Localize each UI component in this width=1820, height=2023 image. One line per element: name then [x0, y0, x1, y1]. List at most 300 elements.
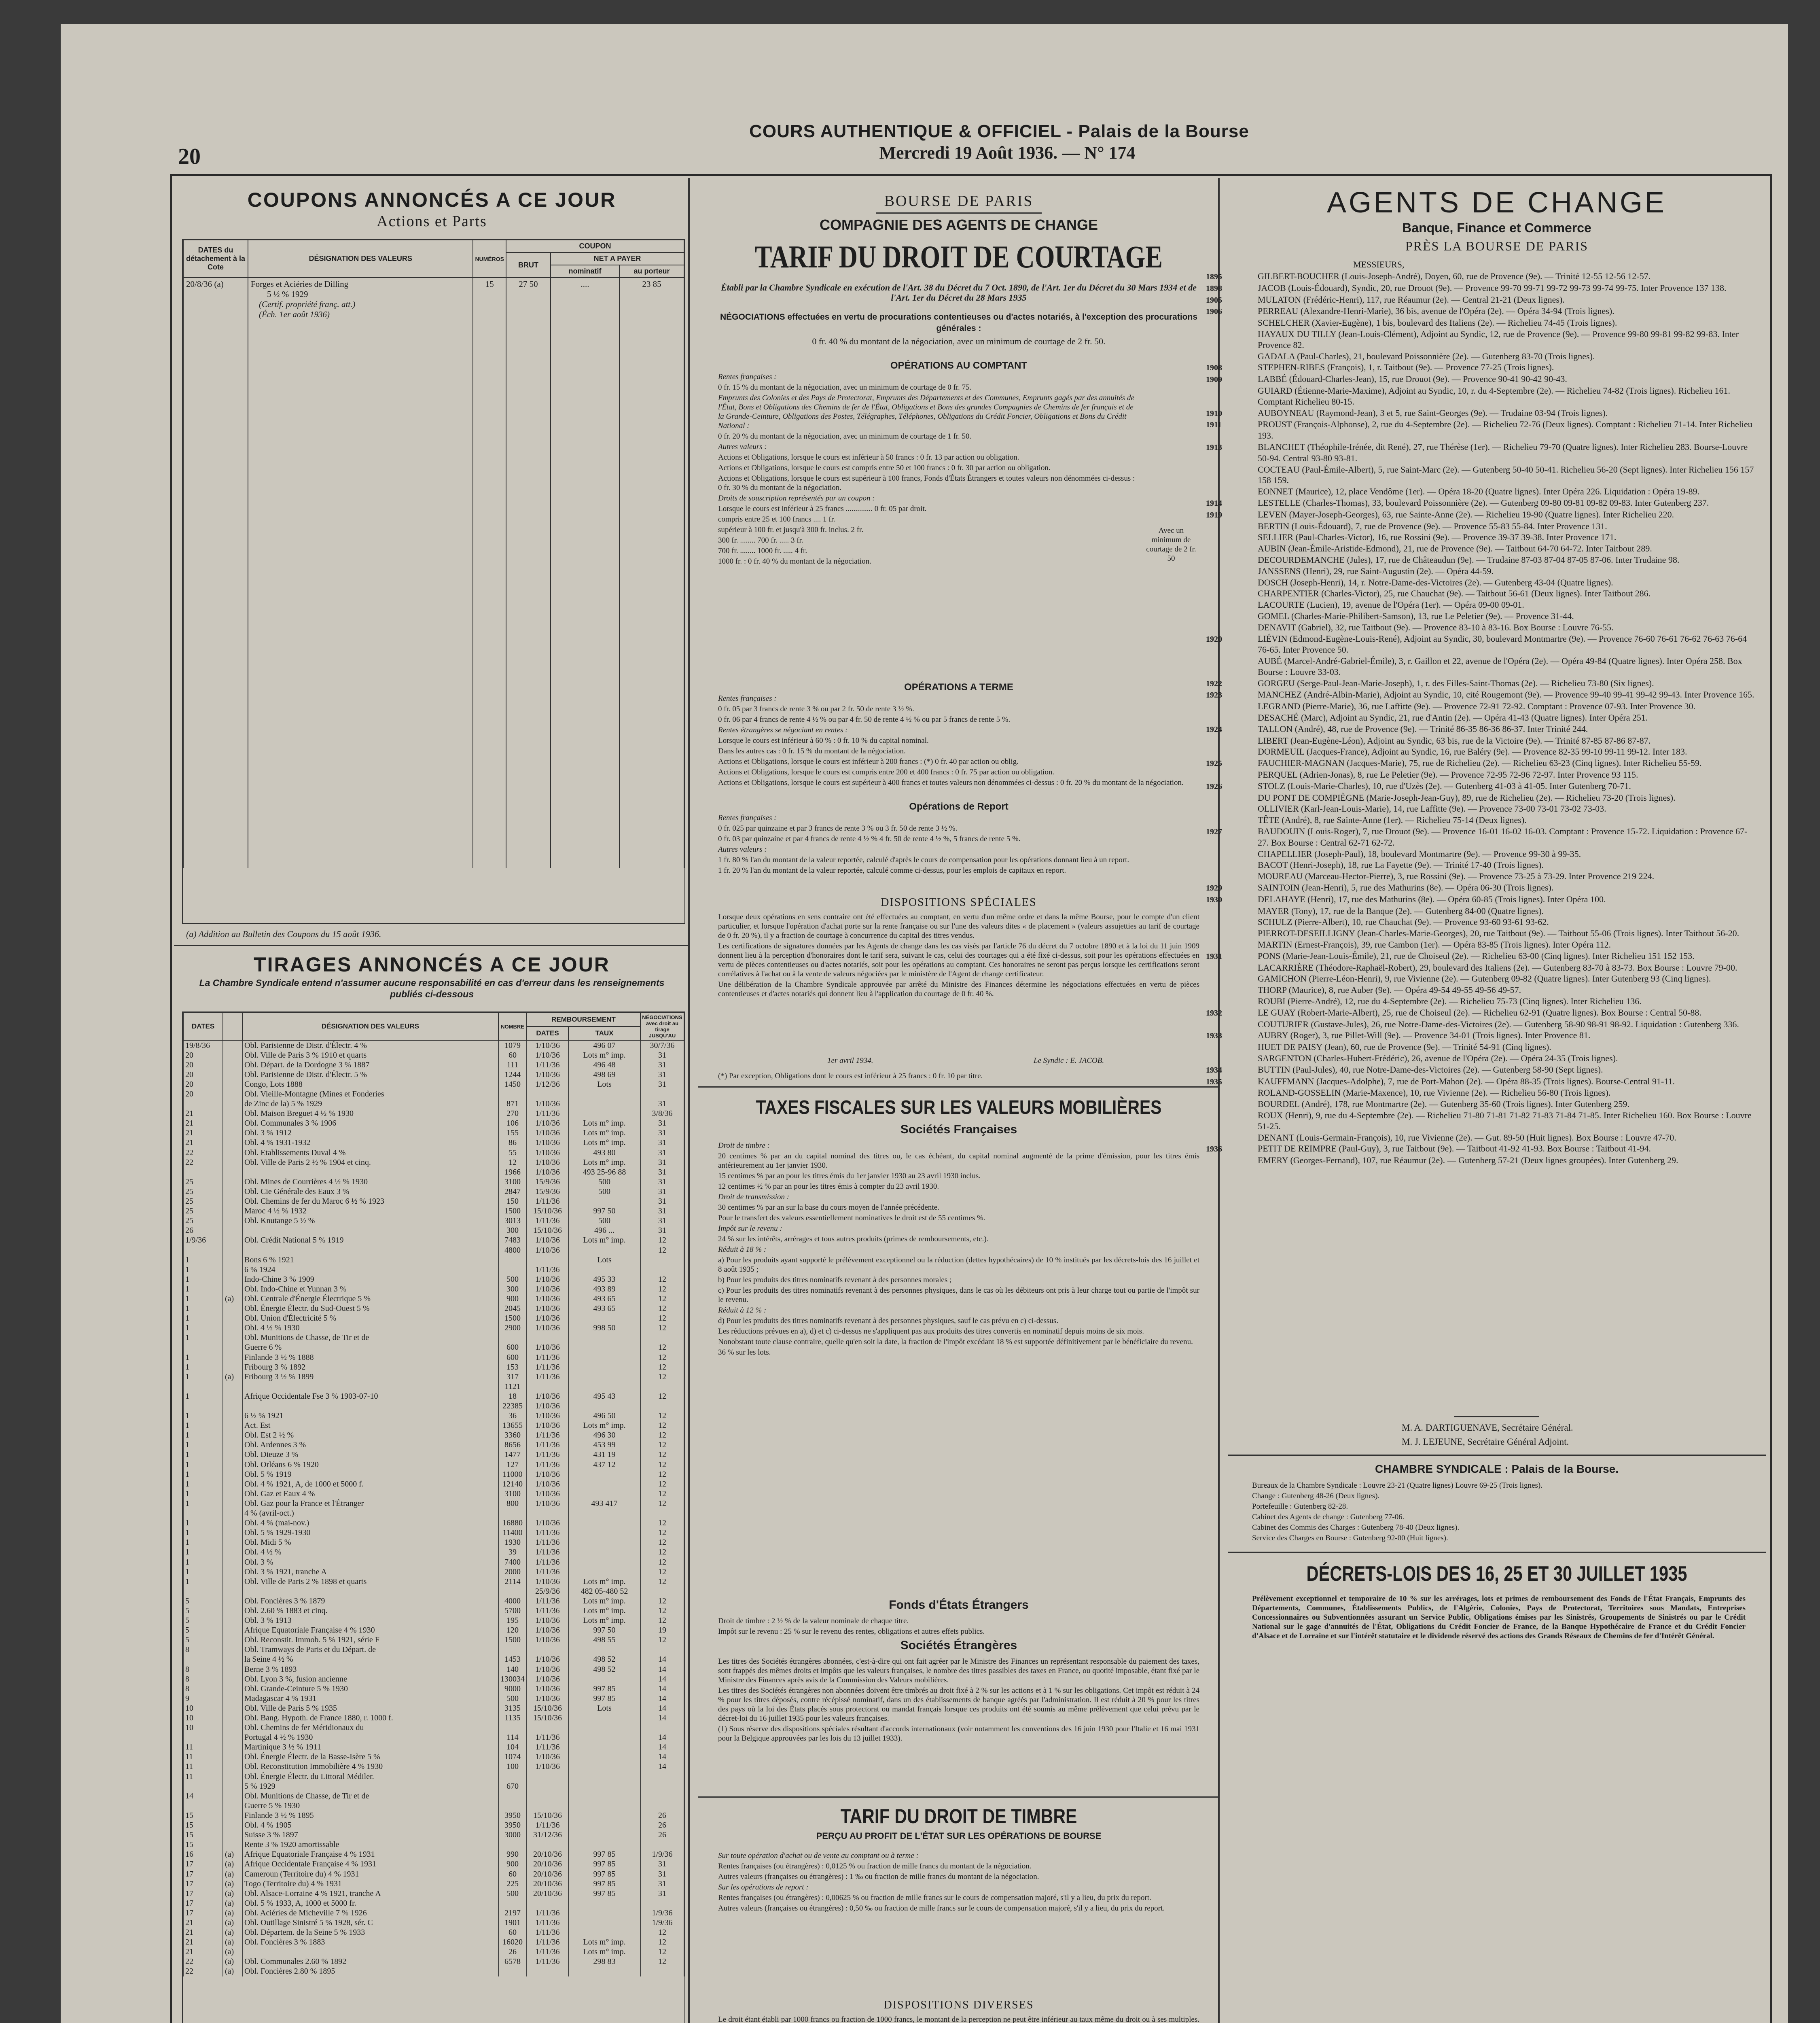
agent-year: 1922 [1206, 679, 1222, 688]
tirage-date: 1 [183, 1274, 223, 1284]
tirage-flag [223, 1781, 242, 1791]
tirage-remb-date: 1/11/36 [527, 1606, 568, 1616]
tirage-remb-date: 1/10/36 [527, 1070, 568, 1079]
agent-text: GORGEU (Serge-Paul-Jean-Marie-Joseph), 1, r. des Filles-Saint-Thomas (2e). — Richelieu 73-80 (Six lignes). [1258, 678, 1654, 688]
tirage-taux: 997 85 [568, 1869, 640, 1879]
agent-entry [1232, 815, 1758, 826]
agent-text: GAMICHON (Pierre-Léon-Henri), 9, rue Vivienne (2e). — Gutenberg 09-82 (Quatre lignes). Inter Gutenberg 93 (Cinq lignes). [1258, 973, 1711, 984]
agent-text: THORP (Maurice), 8, rue Auber (9e). — Opéra 49-54 49-55 49-56 49-57. [1258, 985, 1521, 995]
table-row [183, 1382, 684, 1391]
agent-text: LABBÉ (Édouard-Charles-Jean), 15, rue Drouot (9e). — Provence 90-41 90-42 90-43. [1258, 374, 1567, 384]
tirage-flag [223, 1665, 242, 1674]
table-row [183, 1333, 684, 1343]
agent-year: 1914 [1206, 498, 1222, 508]
tirage-nombre: 130034 [498, 1674, 527, 1684]
tirage-negoc [640, 1089, 684, 1099]
tirage-designation: 5 % 1929 [242, 1781, 498, 1791]
tirage-flag [223, 1762, 242, 1772]
tirage-date [183, 1167, 223, 1177]
chambre-line: Cabinet des Commis des Charges : Gutenberg 78-40 (Deux lignes). [1252, 1523, 1460, 1532]
agent-year: 1923 [1206, 691, 1222, 700]
agent-entry [1232, 622, 1758, 633]
tirage-nombre: 670 [498, 1781, 527, 1791]
coupons-subtitle: Actions et Parts [377, 213, 487, 230]
francaises-line: Réduit à 18 % : [718, 1245, 767, 1254]
tirage-negoc: 12 [640, 1596, 684, 1606]
table-row [183, 1645, 684, 1655]
tirage-remb-date: 1/10/36 [527, 1674, 568, 1684]
courtage-footnote: (*) Par exception, Obligations dont le cours est inférieur à 25 francs : 0 fr. 10 par titre. [718, 1072, 983, 1080]
terme-line: Actions et Obligations, lorsque le cours est inférieur à 200 francs : (*) 0 fr. 40 par action ou oblig. [718, 757, 1019, 766]
tirage-flag [223, 1684, 242, 1694]
tirage-negoc [640, 1586, 684, 1596]
tirage-taux: Lots m° imp. [568, 1158, 640, 1167]
tirage-remb-date [527, 1089, 568, 1099]
tirage-negoc: 31 [640, 1889, 684, 1898]
table-row [183, 1274, 684, 1284]
tirage-nombre [498, 1898, 527, 1908]
tirage-flag [223, 1119, 242, 1128]
tirage-negoc: 12 [640, 1957, 684, 1967]
tirage-date: 1 [183, 1499, 223, 1508]
agent-entry [1206, 441, 1758, 464]
agent-entry [1232, 973, 1758, 984]
col-header-nombre: NOMBRE [498, 1013, 527, 1040]
table-row [183, 1284, 684, 1294]
tirage-taux: 496 48 [568, 1060, 640, 1070]
tirage-taux [568, 1830, 640, 1840]
tirage-nombre: 1135 [498, 1713, 527, 1723]
tirage-flag [223, 1713, 242, 1723]
tirage-negoc: 31 [640, 1099, 684, 1109]
tirage-taux: 453 99 [568, 1440, 640, 1450]
tirage-taux: 493 80 [568, 1148, 640, 1158]
tirage-taux [568, 1333, 640, 1343]
agent-entry [1206, 758, 1758, 769]
tirage-taux [568, 1772, 640, 1781]
tirage-date: 1 [183, 1314, 223, 1323]
fonds-heading: Fonds d'États Étrangers [889, 1598, 1029, 1612]
tirage-remb-date: 1/11/36 [527, 1557, 568, 1567]
tirage-taux: 496 30 [568, 1431, 640, 1440]
tirage-flag: (a) [223, 1938, 242, 1947]
tirage-nombre: 11400 [498, 1528, 527, 1538]
tirage-date: 8 [183, 1645, 223, 1655]
chambre-line: Change : Gutenberg 48-26 (Deux lignes). [1252, 1492, 1380, 1500]
agent-text: MARTIN (Ernest-François), 39, rue Cambon (1er). — Opéra 83-85 (Trois lignes). Inter Opéra 112. [1258, 939, 1611, 950]
table-row [183, 1772, 684, 1781]
tirage-date: 1 [183, 1284, 223, 1294]
tirage-nombre: 225 [498, 1879, 527, 1889]
agent-year: 1919 [1206, 510, 1222, 520]
agent-year: 1924 [1206, 725, 1222, 734]
tirage-taux [568, 1479, 640, 1489]
table-row [183, 1187, 684, 1196]
tirage-date: 25 [183, 1216, 223, 1226]
tirage-taux [568, 1811, 640, 1820]
tirage-remb-date: 1/11/36 [527, 1362, 568, 1372]
fonds-text [718, 1616, 1199, 1637]
table-row [183, 1167, 684, 1177]
table-row [183, 1040, 684, 1050]
tirage-nombre: 127 [498, 1460, 527, 1470]
agent-text: GILBERT-BOUCHER (Louis-Joseph-André), Doyen, 60, rue de Provence (9e). — Trinité 12-55 12-56 12-57. [1258, 271, 1651, 281]
tirage-taux [568, 1557, 640, 1567]
tirage-nombre: 6578 [498, 1957, 527, 1967]
table-row [183, 1538, 684, 1548]
table-row [183, 1372, 684, 1382]
tirage-date: 25 [183, 1197, 223, 1207]
tirage-remb-date: 1/10/36 [527, 1684, 568, 1694]
tirage-remb-date: 1/10/36 [527, 1050, 568, 1060]
decrets-title: DÉCRETS-LOIS DES 16, 25 ET 30 JUILLET 1935 [1306, 1562, 1687, 1586]
tirage-remb-date: 1/10/36 [527, 1411, 568, 1421]
tirage-nombre: 60 [498, 1869, 527, 1879]
tirage-taux [568, 1908, 640, 1918]
tirage-negoc: 12 [640, 1343, 684, 1353]
page-number: 20 [178, 144, 201, 169]
tirage-flag [223, 1830, 242, 1840]
tirage-taux: 495 33 [568, 1274, 640, 1284]
report-text [718, 813, 1199, 876]
tirage-nombre: 500 [498, 1889, 527, 1898]
tirage-taux [568, 1343, 640, 1353]
agent-entry [1206, 374, 1758, 385]
tirages-table [183, 1012, 684, 1976]
tirage-remb-date: 1/11/36 [527, 1460, 568, 1470]
francaises-text [718, 1141, 1199, 1358]
agent-year: 1911 [1206, 420, 1222, 430]
agent-entry [1232, 996, 1758, 1007]
tirage-negoc: 14 [640, 1684, 684, 1694]
tirage-date: 21 [183, 1109, 223, 1119]
tirage-date: 1 [183, 1567, 223, 1577]
table-row [183, 1265, 684, 1274]
agent-entry [1206, 633, 1758, 656]
tirage-date: 5 [183, 1596, 223, 1606]
tirage-flag: (a) [223, 1860, 242, 1869]
tirage-flag [223, 1772, 242, 1781]
tirage-negoc: 12 [640, 1450, 684, 1460]
agent-text: MAYER (Tony), 17, rue de la Banque (2e). — Gutenberg 84-00 (Quatre lignes). [1258, 905, 1544, 916]
tirage-designation: Obl. Départ. de la Dordogne 3 % 1887 [242, 1060, 498, 1070]
tirage-nombre: 22385 [498, 1401, 527, 1411]
terme-heading: OPÉRATIONS A TERME [904, 682, 1013, 693]
agent-entry [1206, 678, 1758, 689]
tirage-flag [223, 1421, 242, 1431]
tirage-flag [223, 1197, 242, 1207]
comptant-line: supérieur à 100 fr. et jusqu'à 300 fr. inclus. 2 fr. [718, 526, 864, 534]
tirage-designation: Madagascar 4 % 1931 [242, 1694, 498, 1703]
tirage-flag: (a) [223, 1908, 242, 1918]
tirage-negoc: 12 [640, 1557, 684, 1567]
tirage-negoc [640, 1333, 684, 1343]
tirage-taux [568, 1265, 640, 1274]
agent-entry [1206, 1143, 1758, 1155]
tirage-date: 25 [183, 1187, 223, 1196]
tirage-remb-date: 1/11/36 [527, 1548, 568, 1557]
agent-entry [1206, 509, 1758, 521]
tirage-designation: Obl. Mines de Courrières 4 ½ % 1930 [242, 1177, 498, 1187]
courtage-intro: Établi par la Chambre Syndicale en exécution de l'Art. 38 du Décret du 7 Oct. 1890, de l'Art. 1er du Décret du 30 Mars 1934 et de l'Art. 1er du Décret du 28 Mars 1935 [721, 282, 1197, 303]
agent-text: AUBÉ (Marcel-André-Gabriel-Émile), 3, r. Gaillon et 22, avenue de l'Opéra (2e). — Opéra 49-84 (Quatre lignes). Inter Opéra 258. Box Bourse : Louvre 33-03. [1258, 656, 1742, 677]
tirage-flag [223, 1158, 242, 1167]
tirage-designation: Obl. Gaz pour la France et l'Étranger [242, 1499, 498, 1508]
tirage-taux: 495 43 [568, 1391, 640, 1401]
tirage-flag [223, 1479, 242, 1489]
agent-entry [1232, 588, 1758, 599]
tirage-negoc: 12 [640, 1440, 684, 1450]
tirage-nombre: 13655 [498, 1421, 527, 1431]
col-header-taux: TAUX [568, 1026, 640, 1040]
tirage-negoc [640, 1781, 684, 1791]
agent-text: LEVEN (Mayer-Joseph-Georges), 63, rue Sainte-Anne (2e). — Richelieu 19-90 (Quatre lignes). Inter Richelieu 220. [1258, 509, 1674, 520]
agent-entry [1232, 1155, 1758, 1166]
tirage-date: 1 [183, 1333, 223, 1343]
tirage-designation [242, 1586, 498, 1596]
francaises-line: a) Pour les produits ayant supporté le prélèvement exceptionnel ou la réduction (dettes hypothécaires) de 10 % institués par les décrets-lois des 16 juillet et 8 août 1935 ; [718, 1256, 1199, 1274]
tirage-taux: 500 [568, 1216, 640, 1226]
tirage-negoc: 31 [640, 1138, 684, 1148]
tirage-nombre: 900 [498, 1860, 527, 1869]
agent-text: PONS (Marie-Jean-Louis-Émile), 21, rue de Choiseul (2e). — Richelieu 63-00 (Cinq lignes). Inter Richelieu 151 152 153. [1258, 950, 1695, 961]
table-row [183, 1938, 684, 1947]
tirage-taux: 496 ... [568, 1226, 640, 1236]
tirage-date: 21 [183, 1138, 223, 1148]
agent-text: STOLZ (Louis-Marie-Charles), 10, rue d'Uzès (2e). — Gutenberg 41-03 à 41-05. Inter Gutenberg 70-71. [1258, 780, 1631, 791]
agent-text: DENAVIT (Gabriel), 32, rue Taitbout (9e). — Provence 83-10 à 83-16. Box Bourse : Louvre 76-55. [1258, 622, 1614, 632]
tirage-negoc [640, 1898, 684, 1908]
agent-entry [1232, 1110, 1758, 1132]
tirage-remb-date: 1/11/36 [527, 1743, 568, 1752]
coupon-date: 20/8/36 (a) [183, 278, 248, 868]
comptant-line: 300 fr. ........ 700 fr. ..... 3 fr. [718, 536, 803, 545]
francaises-line: Les réductions prévues en a), d) et c) ci-dessus ne s'appliquent pas aux produits des titres convertis en nominatif depuis moins de six mois. [718, 1327, 1144, 1336]
tirage-flag [223, 1586, 242, 1596]
tirage-flag [223, 1440, 242, 1450]
tirage-designation: Obl. Départem. de la Seine 5 % 1933 [242, 1928, 498, 1938]
tirage-designation: Obl. Énergie Électr. du Littoral Médiler. [242, 1772, 498, 1781]
tirage-taux: 498 55 [568, 1635, 640, 1645]
agent-text: PROUST (François-Alphonse), 2, rue du 4-Septembre (2e). — Richelieu 72-76 (Deux lignes). Comptant : Richelieu 71-14. Inter Richelieu 193. [1258, 419, 1752, 441]
tirage-flag [223, 1645, 242, 1655]
tirage-taux: 431 19 [568, 1450, 640, 1460]
tirage-nombre: 1477 [498, 1450, 527, 1460]
decrets-text: Prélèvement exceptionnel et temporaire de 10 % sur les arrérages, lots et primes de remboursement des Fonds de l'État Français, Emprunts des Départements, Communes, Établissements Publics, de l'Algérie, Colonies, Pays de Protectorat, Territoires sous Mandats, Entreprises Concessionnaires ou Subventionnées assurant un Service Public, Obligations émises par les Sinistrés, Groupements de Sinistrés ou par le Crédit National sur le gage d'annuités de l'État, Obligations du Crédit Foncier de France, de la Banque Hypothécaire de France et du Crédit Foncier d'Alsace et de Lorraine et sur l'intérêt statutaire et le dividende réservé des actions des Grands Réseaux de Chemins de fer d'Intérêt Général. [1252, 1595, 1746, 1640]
tirage-date: 17 [183, 1860, 223, 1869]
tirage-negoc: 12 [640, 1635, 684, 1645]
table-row [183, 278, 684, 868]
tirage-date: 22 [183, 1158, 223, 1167]
agent-entry [1232, 566, 1758, 577]
table-row [183, 1596, 684, 1606]
tirage-flag [223, 1411, 242, 1421]
tirage-date: 1 [183, 1411, 223, 1421]
tirage-flag [223, 1567, 242, 1577]
tirage-date: 1 [183, 1538, 223, 1548]
tirage-negoc: 12 [640, 1938, 684, 1947]
tirage-flag [223, 1353, 242, 1362]
tirage-negoc: 31 [640, 1869, 684, 1879]
tirage-negoc: 12 [640, 1947, 684, 1957]
tirage-taux [568, 1567, 640, 1577]
tirage-negoc: 31 [640, 1079, 684, 1089]
tirage-flag [223, 1167, 242, 1177]
timbre-line: Sur les opérations de report : [718, 1883, 809, 1892]
tirage-remb-date: 1/11/36 [527, 1957, 568, 1967]
tirage-negoc: 12 [640, 1323, 684, 1333]
tirage-designation: Obl. 5 % 1919 [242, 1470, 498, 1479]
agent-year: 1929 [1206, 884, 1222, 893]
tirage-negoc: 14 [640, 1752, 684, 1762]
tirage-designation: Obl. Foncières 3 % 1883 [242, 1938, 498, 1947]
etrangeres-paragraph: Les titres des Sociétés étrangères abonnées, c'est-à-dire qui ont fait agréer par le Ministre des Finances un représentant responsable du paiement des taxes, sont frappés des mêmes droits et impôts que les valeurs françaises, le nombre des titres passibles des taxes en France, ou quotité imposable, étant fixé par le Ministre des Finances après avis de la Commission des Valeurs mobilières. [718, 1657, 1199, 1684]
agent-text: SCHULZ (Pierre-Albert), 10, rue Chauchat (9e). — Provence 93-60 93-61 93-62. [1258, 917, 1549, 927]
tirage-flag [223, 1626, 242, 1635]
tirage-taux: 997 85 [568, 1879, 640, 1889]
tirage-negoc: 12 [640, 1528, 684, 1538]
tirage-flag: (a) [223, 1898, 242, 1908]
tirage-flag [223, 1821, 242, 1830]
agent-entry [1232, 1042, 1758, 1053]
table-row [183, 1811, 684, 1820]
etrangeres-paragraph: Les titres des Sociétés étrangères non abonnées doivent être timbrés au droit fixé à 2 % sur les actions et à 1 % sur les obligations. Cet impôt est réduit à 24 % pour les titres déposés, contre récépissé nominatif, dans un des établissements de banque agréés par l'administration. Il est réduit à 20 % pour les titres des pays où la loi des États placés sous protectorat ou mandat français lorsque ces produits ont été soumis au même prélèvement que celui prévu par le décret-loi du 16 juillet 1935 pour les valeurs françaises. [718, 1686, 1199, 1723]
tirage-designation: Obl. Énergie Électr. de la Basse-Isère 5 % [242, 1752, 498, 1762]
tirage-remb-date: 1/10/36 [527, 1236, 568, 1245]
tirage-designation: Obl. Maison Breguet 4 ½ % 1930 [242, 1109, 498, 1119]
terme-text [718, 694, 1199, 789]
comptant-heading: OPÉRATIONS AU COMPTANT [890, 360, 1028, 371]
agent-text: AUBRY (Roger), 3, rue Pillet-Will (9e). — Provence 34-01 (Trois lignes). Inter Provence 81. [1258, 1030, 1591, 1041]
agent-text: AUBOYNEAU (Raymond-Jean), 3 et 5, rue Saint-Georges (9e). — Trudaine 03-94 (Trois lignes). [1258, 407, 1608, 418]
agent-text: LACOURTE (Lucien), 19, avenue de l'Opéra (1er). — Opéra 09-00 09-01. [1258, 600, 1524, 610]
tirage-nombre: 195 [498, 1616, 527, 1626]
tirage-flag [223, 1128, 242, 1138]
chambre-line: Cabinet des Agents de change : Gutenberg 77-06. [1252, 1513, 1405, 1521]
tirage-nombre: 111 [498, 1060, 527, 1070]
agent-text: EONNET (Maurice), 12, place Vendôme (1er). — Opéra 18-20 (Quatre lignes). Inter Opéra 226. Liquidation : Opéra 19-89. [1258, 486, 1700, 497]
tirage-flag [223, 1723, 242, 1733]
tirage-negoc: 1/9/36 [640, 1918, 684, 1928]
tirage-designation: Obl. Gaz et Eaux 4 % [242, 1489, 498, 1499]
agent-year: 1909 [1206, 375, 1222, 384]
table-row [183, 1635, 684, 1645]
etrangeres-text [718, 1657, 1199, 1744]
tirage-flag [223, 1401, 242, 1411]
table-row [183, 1557, 684, 1567]
tirage-designation: Obl. Chemins de fer Méridionaux du [242, 1723, 498, 1733]
tirage-designation: Finlande 3 ½ % 1895 [242, 1811, 498, 1820]
tirage-negoc [640, 1801, 684, 1811]
tirage-taux: 500 [568, 1187, 640, 1196]
tirage-remb-date: 1/10/36 [527, 1304, 568, 1314]
tirage-date [183, 1733, 223, 1743]
tirage-taux [568, 1372, 640, 1382]
tirage-taux [568, 1733, 640, 1743]
tirage-date: 8 [183, 1674, 223, 1684]
tirage-flag [223, 1255, 242, 1265]
tirage-nombre: 11000 [498, 1470, 527, 1479]
tirage-nombre: 39 [498, 1548, 527, 1557]
tirage-date: 11 [183, 1762, 223, 1772]
tirage-taux: Lots [568, 1079, 640, 1089]
tirage-nombre: 60 [498, 1928, 527, 1938]
tirage-nombre: 3360 [498, 1431, 527, 1440]
tirage-flag: (a) [223, 1850, 242, 1860]
agent-year: 1936 [1206, 1145, 1222, 1154]
tirage-flag [223, 1304, 242, 1314]
table-row [183, 1421, 684, 1431]
tirage-date: 17 [183, 1908, 223, 1918]
tirage-negoc: 26 [640, 1811, 684, 1820]
tirage-remb-date: 1/11/36 [527, 1431, 568, 1440]
table-row [183, 1655, 684, 1665]
tirage-remb-date: 1/11/36 [527, 1821, 568, 1830]
tirage-nombre: 4000 [498, 1596, 527, 1606]
tirage-remb-date: 20/10/36 [527, 1860, 568, 1869]
agent-entry [1206, 419, 1758, 441]
tirage-taux [568, 1197, 640, 1207]
tirage-negoc [640, 1840, 684, 1850]
tirage-designation: Obl. 4 % (mai-nov.) [242, 1518, 498, 1528]
tirage-taux: 498 52 [568, 1655, 640, 1665]
tirage-nombre: 3000 [498, 1830, 527, 1840]
tirage-negoc: 14 [640, 1703, 684, 1713]
tirage-nombre: 800 [498, 1499, 527, 1508]
tirage-flag [223, 1538, 242, 1548]
agent-year: 1930 [1206, 895, 1222, 904]
tirage-date [183, 1655, 223, 1665]
agents-list [1206, 271, 1758, 1412]
tirage-negoc: 12 [640, 1294, 684, 1304]
terme-line: Rentes étrangères se négociant en rentes : [718, 726, 848, 734]
table-row [183, 1470, 684, 1479]
tirage-taux: 493 65 [568, 1294, 640, 1304]
tirage-designation: Obl. Indo-Chine et Yunnan 3 % [242, 1284, 498, 1294]
tirage-taux: 997 50 [568, 1207, 640, 1216]
tirage-designation: Obl. Grande-Ceinture 5 % 1930 [242, 1684, 498, 1694]
agent-text: GOMEL (Charles-Marie-Philibert-Samson), 13, rue Le Peletier (9e). — Provence 31-44. [1258, 611, 1574, 621]
tirage-negoc: 12 [640, 1518, 684, 1528]
tirage-flag [223, 1079, 242, 1089]
report-line: 1 fr. 20 % l'an du montant de la valeur reportée, calculé comme ci-dessus, pour les emplois de capitaux en report. [718, 866, 1066, 875]
tirage-taux: Lots m° imp. [568, 1616, 640, 1626]
tirage-remb-date: 1/10/36 [527, 1421, 568, 1431]
tirage-negoc: 14 [640, 1674, 684, 1684]
tirage-taux [568, 1518, 640, 1528]
comptant-line: 0 fr. 20 % du montant de la négociation, avec un minimum de courtage de 1 fr. 50. [718, 432, 972, 441]
tirage-negoc [640, 1509, 684, 1518]
tirage-taux: Lots m° imp. [568, 1577, 640, 1586]
tirage-nombre: 3013 [498, 1216, 527, 1226]
tirage-date: 15 [183, 1830, 223, 1840]
coupons-table [183, 240, 684, 868]
agent-year: 1935 [1206, 1077, 1222, 1086]
tirage-taux [568, 1752, 640, 1762]
tirage-designation: Obl. 2.60 % 1883 et cinq. [242, 1606, 498, 1616]
table-row [183, 1957, 684, 1967]
tirage-remb-date: 1/11/36 [527, 1928, 568, 1938]
compagnie-heading: COMPAGNIE DES AGENTS DE CHANGE [819, 216, 1098, 233]
francaises-line: 30 centimes % par an sur la base du cours moyen de l'année précédente. [718, 1203, 939, 1212]
tirage-flag [223, 1207, 242, 1216]
tirage-designation: Obl. Chemins de fer du Maroc 6 ½ % 1923 [242, 1197, 498, 1207]
dispositions-paragraph: Lorsque deux opérations en sens contraire ont été effectuées au comptant, en vertu d'un même ordre et dans la même Bourse, pour le compte d'un client particulier, et lorsque l'opération d'achat porte sur la rente française ou sur l'une des valeurs dites « de placement » (valeurs assujetties au tarif de courtage de 0 fr. 20 %), il y a fraction de courtage à concurrence du capital des titres vendus. [718, 913, 1199, 940]
tirage-flag [223, 1470, 242, 1479]
tirage-remb-date: 1/11/36 [527, 1938, 568, 1947]
table-row [183, 1489, 684, 1499]
table-row [183, 1626, 684, 1635]
